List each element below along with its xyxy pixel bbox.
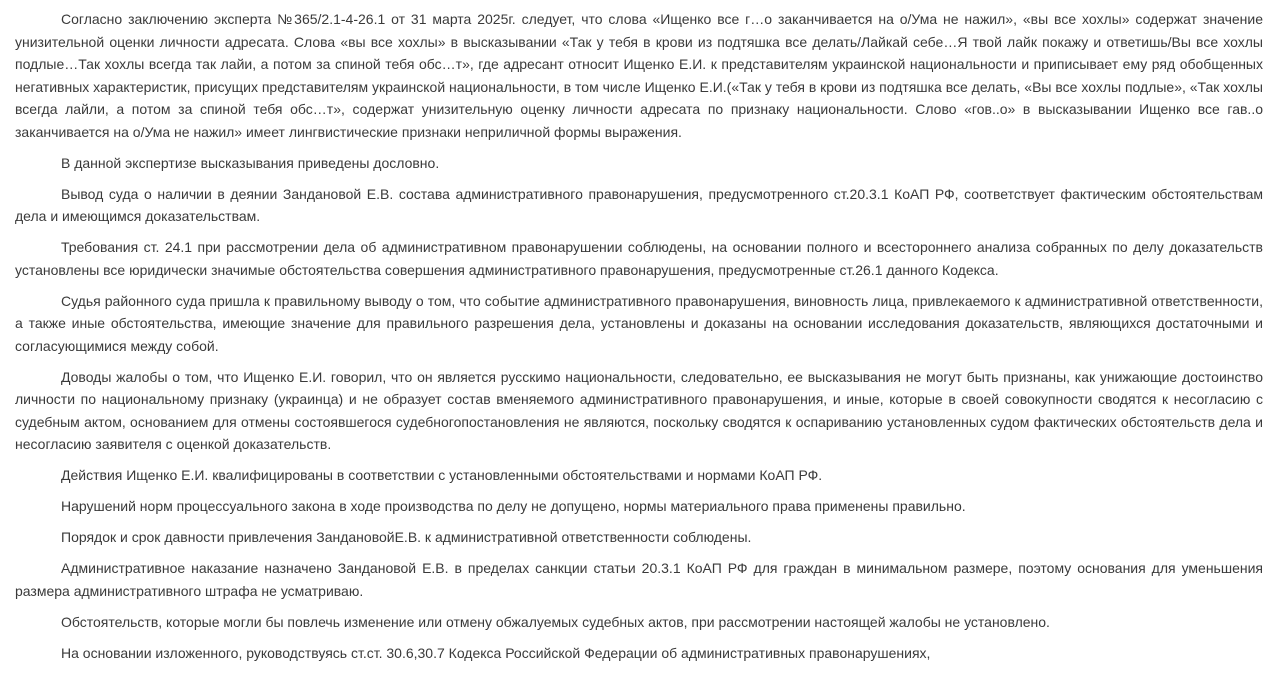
paragraph-judge-conclusion: Судья районного суда пришла к правильному выводу о том, что событие административного правонарушения, виновность лица, привлекаемого к административной ответственности, а также иные обстоятельства, имеющие значение для правильного разрешения дела, установлены и доказаны на основании исследования доказательств, являющихся достаточными и согласующимися между собой.	[15, 292, 1263, 354]
paragraph-verbatim-note: В данной экспертизе высказывания приведены дословно.	[61, 154, 440, 171]
paragraph-penalty: Административное наказание назначено Зандановой Е.В. в пределах санкции статьи 20.3.1 КоАП РФ для граждан в минимальном размере, поэтому основания для уменьшения размера административного штрафа не усматриваю.	[15, 560, 1263, 599]
paragraph-court-conclusion: Вывод суда о наличии в деянии Зандановой Е.В. состава административного правонарушения, предусмотренного ст.20.3.1 КоАП РФ, соответствует фактическим обстоятельствам дела и имеющимся доказательствам.	[15, 185, 1263, 224]
paragraph-no-grounds: Обстоятельств, которые могли бы повлечь изменение или отмену обжалуемых судебных актов, при рассмотрении настоящей жалобы не установлено.	[61, 613, 1050, 630]
paragraph-article-24-1: Требования ст. 24.1 при рассмотрении дела об административном правонарушении соблюдены, на основании полного и всестороннего анализа собранных по делу доказательств установлены все юридически значимые обстоятельства совершения административного правонарушения, предусмотренные ст.26.1 данного Кодекса.	[15, 239, 1263, 278]
paragraph-guided-by: На основании изложенного, руководствуясь ст.ст. 30.6,30.7 Кодекса Российской Федерации об административных правонарушениях,	[61, 644, 931, 661]
paragraph-expert-conclusion: Согласно заключению эксперта №365/2.1-4-26.1 от 31 марта 2025г. следует, что слова «Ищенко все г…о заканчивается на о/Ума не нажил», «вы все хохлы» содержат значение унизительной оценки личности адресата. Слова «вы все хохлы» в высказывании «Так у тебя в крови из подтяшка все делать/Лайкай себе…Я твой лайк покажу и ответишь/Вы все хохлы подлые…Так хохлы всегда так лайи, а потом за спиной тебя обс…т», где адресант относит Ищенко Е.И. к представителям украинской национальности и приписывает ему ряд обобщенных негативных характеристик, присущих представителям украинской национальности, в том числе Ищенко Е.И.(«Так у тебя в крови из подтяшка все делать, «Вы все хохлы подлые», «Так хохлы всегда лайли, а потом за спиной тебя обс…т», содержат унизительную оценку личности адресата по признаку национальности. Слово «гов..о» в высказывании Ищенко все гав..о заканчивается на о/Ума не нажил» имеет лингвистические признаки неприличной формы выражения.	[15, 11, 1263, 140]
paragraph-procedure-observed: Порядок и срок давности привлечения ЗандановойЕ.В. к административной ответственности соблюдены.	[61, 529, 752, 545]
paragraph-appeal-arguments: Доводы жалобы о том, что Ищенко Е.И. говорил, что он является русскимо национальности, следовательно, ее высказывания не могут быть признаны, как унижающие достоинство личности по национальному признаку (украинца) и не образует состав вменяемого административного правонарушения, и иные, которые в своей совокупности сводятся к несогласию с судебным актом, основанием для отмены состоявшегося судебногопостановления не являются, поскольку сводятся к оспариванию установленных судом фактических обстоятельств дела и несогласию заявителя с оценкой доказательств.	[15, 368, 1263, 452]
paragraph-no-violations: Нарушений норм процессуального закона в ходе производства по делу не допущено, нормы материального права применены правильно.	[61, 498, 966, 514]
document-body	[15, 8, 1263, 673]
paragraph-actions-qualified: Действия Ищенко Е.И. квалифицированы в соответствии с установленными обстоятельствами и нормами КоАП РФ.	[61, 467, 823, 483]
